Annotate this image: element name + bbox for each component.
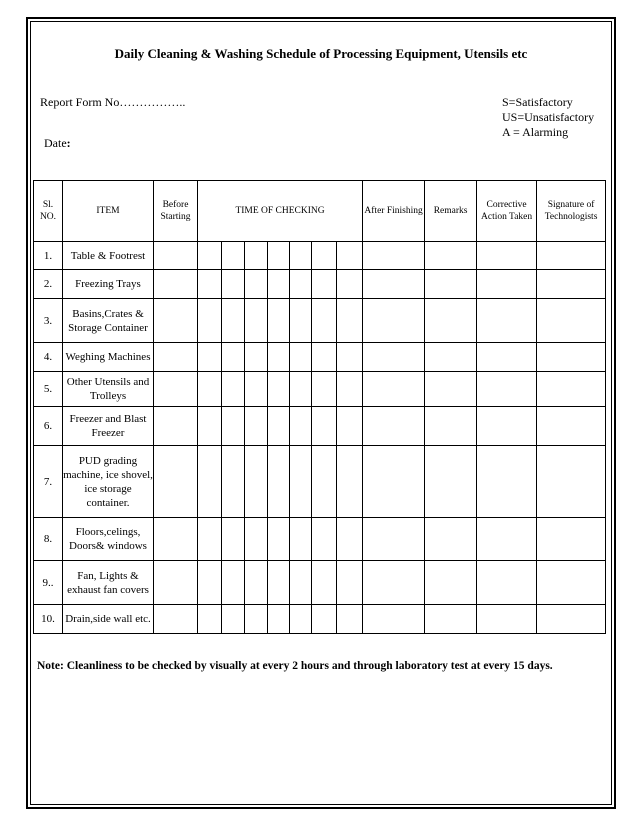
entry-cell[interactable] <box>537 242 606 270</box>
entry-cell[interactable] <box>154 372 198 407</box>
entry-cell[interactable] <box>477 605 537 634</box>
entry-cell[interactable] <box>337 605 363 634</box>
entry-cell[interactable] <box>268 605 290 634</box>
entry-cell[interactable] <box>363 561 425 605</box>
entry-cell[interactable] <box>290 343 312 372</box>
entry-cell[interactable] <box>154 299 198 343</box>
entry-cell[interactable] <box>312 605 337 634</box>
row-sl-no: 9.. <box>34 561 63 605</box>
entry-cell[interactable] <box>537 343 606 372</box>
entry-cell[interactable] <box>268 299 290 343</box>
entry-cell[interactable] <box>290 270 312 299</box>
entry-cell[interactable] <box>245 407 268 446</box>
entry-cell[interactable] <box>425 407 477 446</box>
table-row <box>34 561 606 605</box>
entry-cell[interactable] <box>477 242 537 270</box>
table-row <box>34 372 606 407</box>
entry-cell[interactable] <box>312 242 337 270</box>
row-sl-no: 7. <box>34 446 63 518</box>
entry-cell[interactable] <box>154 242 198 270</box>
entry-cell[interactable] <box>425 343 477 372</box>
row-item: Weghing Machines <box>63 343 154 372</box>
entry-cell[interactable] <box>363 343 425 372</box>
row-sl-no: 6. <box>34 407 63 446</box>
note-text: Note: Cleanliness to be checked by visually at every 2 hours and through laboratory test at every 15 days. <box>37 660 553 672</box>
row-item: Floors,celings, Doors& windows <box>63 518 154 561</box>
entry-cell[interactable] <box>363 518 425 561</box>
entry-cell[interactable] <box>198 446 222 518</box>
table-row <box>34 407 606 446</box>
entry-cell[interactable] <box>425 605 477 634</box>
row-sl-no: 1. <box>34 242 63 270</box>
entry-cell[interactable] <box>477 343 537 372</box>
entry-cell[interactable] <box>337 407 363 446</box>
entry-cell[interactable] <box>245 270 268 299</box>
date-label: Date <box>44 136 67 150</box>
entry-cell[interactable] <box>222 343 245 372</box>
legend-unsatisfactory: US=Unsatisfactory <box>502 110 595 124</box>
entry-cell[interactable] <box>312 372 337 407</box>
entry-cell[interactable] <box>477 561 537 605</box>
header-signature: Signature of Technologists <box>537 181 606 242</box>
entry-cell[interactable] <box>245 372 268 407</box>
table-row <box>34 605 606 634</box>
table-row <box>34 242 606 270</box>
table-row <box>34 299 606 343</box>
header-remarks: Remarks <box>425 181 477 242</box>
entry-cell[interactable] <box>222 407 245 446</box>
entry-cell[interactable] <box>537 446 606 518</box>
date-colon: : <box>66 136 71 150</box>
entry-cell[interactable] <box>245 561 268 605</box>
entry-cell[interactable] <box>222 518 245 561</box>
row-sl-no: 10. <box>34 605 63 634</box>
table-row <box>34 270 606 299</box>
entry-cell[interactable] <box>268 270 290 299</box>
entry-cell[interactable] <box>363 270 425 299</box>
header-corrective-action: Corrective Action Taken <box>477 181 537 242</box>
entry-cell[interactable] <box>222 299 245 343</box>
entry-cell[interactable] <box>425 270 477 299</box>
entry-cell[interactable] <box>337 518 363 561</box>
entry-cell[interactable] <box>245 446 268 518</box>
entry-cell[interactable] <box>268 407 290 446</box>
entry-cell[interactable] <box>312 561 337 605</box>
entry-cell[interactable] <box>245 242 268 270</box>
entry-cell[interactable] <box>154 343 198 372</box>
entry-cell[interactable] <box>537 407 606 446</box>
entry-cell[interactable] <box>222 446 245 518</box>
entry-cell[interactable] <box>312 407 337 446</box>
table-row <box>34 518 606 561</box>
entry-cell[interactable] <box>245 343 268 372</box>
entry-cell[interactable] <box>337 372 363 407</box>
entry-cell[interactable] <box>363 372 425 407</box>
entry-cell[interactable] <box>425 561 477 605</box>
header-item: ITEM <box>63 181 154 242</box>
row-sl-no: 5. <box>34 372 63 407</box>
header-after-finishing: After Finishing <box>363 181 425 242</box>
entry-cell[interactable] <box>154 446 198 518</box>
entry-cell[interactable] <box>198 605 222 634</box>
row-item: Fan, Lights & exhaust fan covers <box>63 561 154 605</box>
entry-cell[interactable] <box>154 605 198 634</box>
entry-cell[interactable] <box>198 242 222 270</box>
entry-cell[interactable] <box>198 343 222 372</box>
entry-cell[interactable] <box>222 270 245 299</box>
entry-cell[interactable] <box>337 446 363 518</box>
entry-cell[interactable] <box>537 518 606 561</box>
entry-cell[interactable] <box>537 270 606 299</box>
row-item: Drain,side wall etc. <box>63 605 154 634</box>
entry-cell[interactable] <box>312 270 337 299</box>
entry-cell[interactable] <box>290 518 312 561</box>
header-before-starting: Before Starting <box>154 181 198 242</box>
entry-cell[interactable] <box>477 407 537 446</box>
entry-cell[interactable] <box>337 343 363 372</box>
entry-cell[interactable] <box>363 407 425 446</box>
entry-cell[interactable] <box>198 518 222 561</box>
rating-legend <box>502 95 594 140</box>
entry-cell[interactable] <box>198 270 222 299</box>
entry-cell[interactable] <box>290 372 312 407</box>
row-sl-no: 3. <box>34 299 63 343</box>
entry-cell[interactable] <box>537 605 606 634</box>
header-time-of-checking: TIME OF CHECKING <box>198 181 363 242</box>
entry-cell[interactable] <box>312 518 337 561</box>
entry-cell[interactable] <box>337 299 363 343</box>
report-form-number: Report Form No…………….. <box>40 95 186 109</box>
entry-cell[interactable] <box>425 242 477 270</box>
entry-cell[interactable] <box>337 242 363 270</box>
entry-cell[interactable] <box>290 561 312 605</box>
entry-cell[interactable] <box>312 299 337 343</box>
table-header-row <box>34 181 606 242</box>
entry-cell[interactable] <box>477 372 537 407</box>
entry-cell[interactable] <box>268 343 290 372</box>
schedule-table <box>33 180 606 634</box>
entry-cell[interactable] <box>268 242 290 270</box>
entry-cell[interactable] <box>268 372 290 407</box>
entry-cell[interactable] <box>198 407 222 446</box>
row-item: PUD grading machine, ice shovel, ice storage container. <box>63 446 154 518</box>
entry-cell[interactable] <box>154 407 198 446</box>
entry-cell[interactable] <box>290 446 312 518</box>
entry-cell[interactable] <box>290 407 312 446</box>
row-item: Other Utensils and Trolleys <box>63 372 154 407</box>
entry-cell[interactable] <box>537 372 606 407</box>
row-item: Basins,Crates & Storage Container <box>63 299 154 343</box>
row-item: Freezing Trays <box>63 270 154 299</box>
entry-cell[interactable] <box>245 605 268 634</box>
entry-cell[interactable] <box>198 372 222 407</box>
legend-satisfactory: S=Satisfactory <box>502 95 573 109</box>
row-sl-no: 2. <box>34 270 63 299</box>
entry-cell[interactable] <box>290 299 312 343</box>
legend-alarming: A = Alarming <box>502 125 569 139</box>
entry-cell[interactable] <box>425 372 477 407</box>
header-sl-no: Sl. NO. <box>34 181 63 242</box>
entry-cell[interactable] <box>363 605 425 634</box>
entry-cell[interactable] <box>290 605 312 634</box>
entry-cell[interactable] <box>537 561 606 605</box>
entry-cell[interactable] <box>337 270 363 299</box>
entry-cell[interactable] <box>245 299 268 343</box>
entry-cell[interactable] <box>425 299 477 343</box>
entry-cell[interactable] <box>425 518 477 561</box>
entry-cell[interactable] <box>425 446 477 518</box>
entry-cell[interactable] <box>154 518 198 561</box>
entry-cell[interactable] <box>363 446 425 518</box>
row-item: Table & Footrest <box>63 242 154 270</box>
entry-cell[interactable] <box>222 561 245 605</box>
entry-cell[interactable] <box>268 518 290 561</box>
table-row <box>34 446 606 518</box>
entry-cell[interactable] <box>198 561 222 605</box>
document-title: Daily Cleaning & Washing Schedule of Processing Equipment, Utensils etc <box>114 46 528 61</box>
entry-cell[interactable] <box>154 270 198 299</box>
entry-cell[interactable] <box>537 299 606 343</box>
entry-cell[interactable] <box>363 242 425 270</box>
row-sl-no: 4. <box>34 343 63 372</box>
entry-cell[interactable] <box>154 561 198 605</box>
entry-cell[interactable] <box>198 299 222 343</box>
entry-cell[interactable] <box>477 270 537 299</box>
table-row <box>34 343 606 372</box>
entry-cell[interactable] <box>363 299 425 343</box>
entry-cell[interactable] <box>477 299 537 343</box>
entry-cell[interactable] <box>222 242 245 270</box>
entry-cell[interactable] <box>477 518 537 561</box>
entry-cell[interactable] <box>245 518 268 561</box>
entry-cell[interactable] <box>222 605 245 634</box>
entry-cell[interactable] <box>312 343 337 372</box>
entry-cell[interactable] <box>222 372 245 407</box>
entry-cell[interactable] <box>337 561 363 605</box>
entry-cell[interactable] <box>290 242 312 270</box>
row-sl-no: 8. <box>34 518 63 561</box>
row-item: Freezer and Blast Freezer <box>63 407 154 446</box>
entry-cell[interactable] <box>477 446 537 518</box>
date-field <box>44 136 71 151</box>
entry-cell[interactable] <box>268 561 290 605</box>
entry-cell[interactable] <box>268 446 290 518</box>
entry-cell[interactable] <box>312 446 337 518</box>
